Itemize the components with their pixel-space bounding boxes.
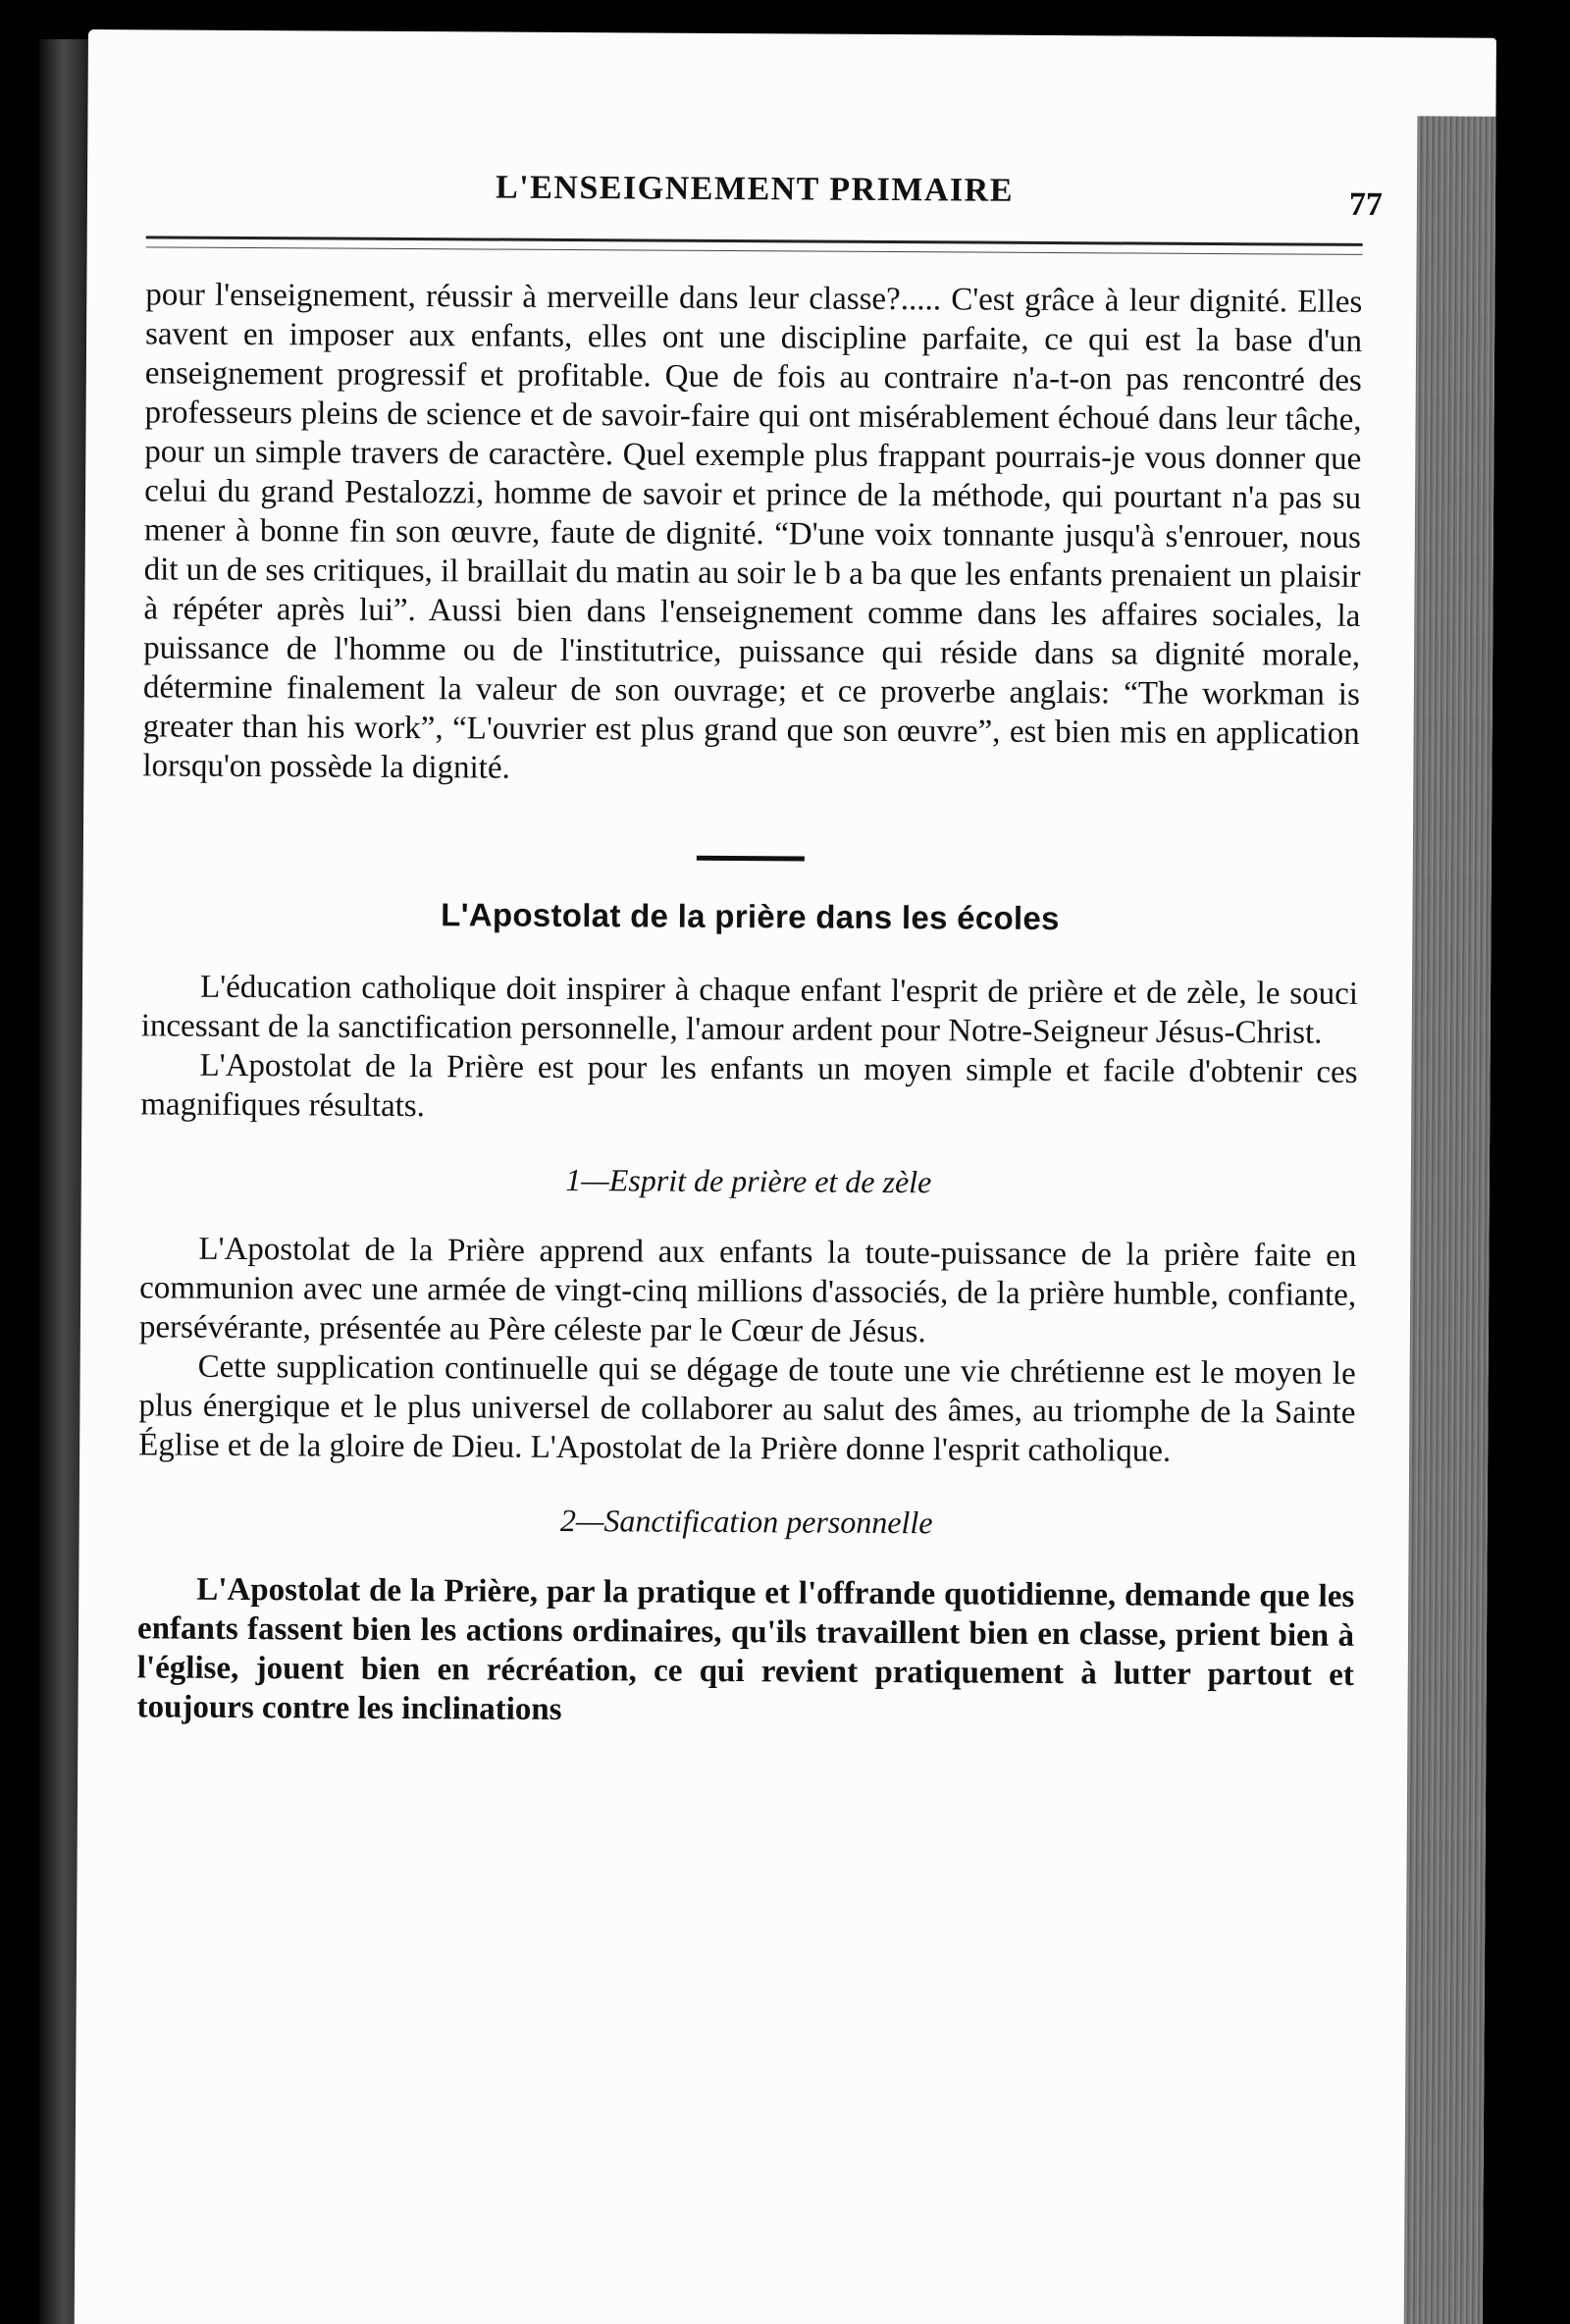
section-1-paragraph: Cette supplication continuelle qui se dégage de toute une vie chrétienne est le moyen le plus énergique et le plus universel de collaborer au salut des âmes, au triomphe de la Sainte Église et de la gloire de Dieu. L'Apostolat de la Prière donne l'esprit catholique.: [138, 1348, 1356, 1469]
section-1-paragraph: L'Apostolat de la Prière apprend aux enfants la toute-puissance de la prière faite en communion avec une armée de vingt-cinq millions d'associés, de la prière humble, confiante, persévérante, présentée au Père céleste par le Cœur de Jésus.: [138, 1231, 1357, 1350]
section-heading-1: 1—Esprit de prière et de zèle: [565, 1161, 932, 1200]
header-rule: [146, 236, 1363, 255]
article-title: L'Apostolat de la prière dans les écoles: [441, 896, 1060, 937]
page-number: 77: [1348, 185, 1384, 224]
page-content: [136, 157, 1384, 1734]
section-divider: [697, 856, 805, 862]
page-stack-edge: [1404, 116, 1496, 2324]
intro-paragraph: L'Apostolat de la Prière est pour les enfants un moyen simple et facile d'obtenir ces magnifiques résultats.: [140, 1047, 1358, 1125]
section-2-paragraph: L'Apostolat de la Prière, par la pratique et l'offrande quotidienne, demande que les enfants fassent bien les actions ordinaires, qu'ils travaillent bien en classe, prient bien à l'église, jouent bien en récréation, ce qui revient pratiquement à lutter partout et toujours contre les inclinations: [136, 1571, 1355, 1727]
book-page: [75, 29, 1496, 2324]
running-header: [146, 157, 1384, 224]
section-heading-2: 2—Sanctification personnelle: [559, 1502, 933, 1541]
running-title: L'ENSEIGNEMENT PRIMAIRE: [495, 169, 1015, 209]
intro-paragraph: L'éducation catholique doit inspirer à chaque enfant l'esprit de prière et de zèle, le souci incessant de la sanctification personnelle, l'amour ardent pour Notre-Seigneur Jésus-Christ.: [140, 969, 1359, 1051]
continued-paragraph: pour l'enseignement, réussir à merveille dans leur classe?..... C'est grâce à leur dignité. Elles savent en imposer aux enfants, elles ont une discipline parfaite, ce qui est la base d'un enseignement progressif et profitable. Que de fois au contraire n'a-t-on pas rencontré des professeurs pleins de science et de savoir-faire qui ont misérablement échoué dans leur tâche, pour un simple travers de caractère. Quel exemple plus frappant pourrais-je vous donner que celui du grand Pestalozzi, homme de savoir et prince de la méthode, qui pourtant n'a pas su mener à bonne fin son œuvre, faute de dignité. “D'une voix tonnante jusqu'à s'enrouer, nous dit un de ses critiques, il braillait du matin au soir le b a ba que les enfants prenaient un plaisir à répéter après lui”. Aussi bien dans l'enseignement comme dans les affaires sociales, la puissance de l'homme ou de l'institutrice, puissance qui réside dans sa dignité morale, détermine finalement la valeur de son ouvrage; et ce proverbe anglais: “The workman is greater than his work”, “L'ouvrier est plus grand que son œuvre”, est bien mis en application lorsqu'on possède la dignité.: [142, 277, 1363, 786]
